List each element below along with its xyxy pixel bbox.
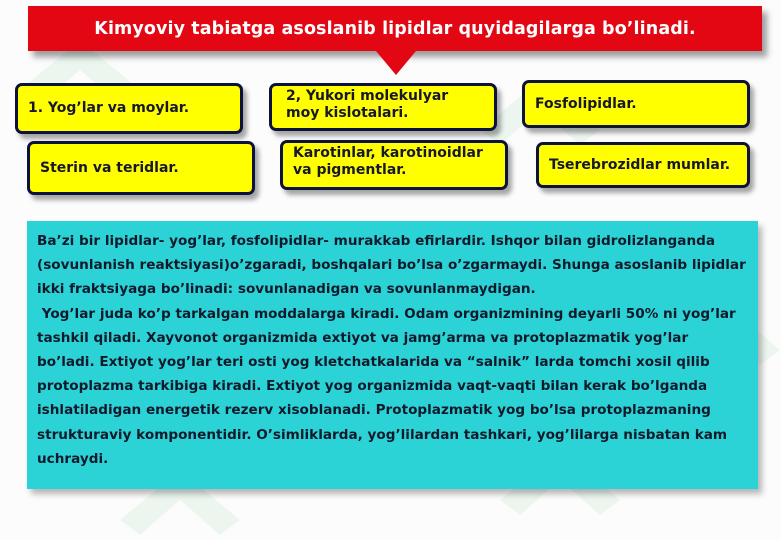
arrow-down-icon <box>376 51 416 75</box>
category-label: 2, Yukori molekulyar moy kislotalari. <box>286 88 449 121</box>
content-panel <box>27 221 758 489</box>
category-label: 1. Yog’lar va moylar. <box>28 100 190 116</box>
category-box-5 <box>280 140 508 190</box>
category-label: Tserebrozidlar mumlar. <box>549 156 731 173</box>
category-box-1 <box>15 83 243 134</box>
paragraph: Yog’lar juda ko’p tarkalgan moddalarga kiradi. Odam organizmining deyarli 50% ni yog’lar tashkil qiladi. Xayvonot organizmida extiyot va jamg’arma va protoplazmatik yog’lar bo’ladi. Extiyot yog’lar teri osti yog kletchatkalarida va “salnik” larda tomchi xosil qilib protoplazma tarkibiga kiradi. Extiyot yog organizmida vaqt-vaqti bilan kerak bo’lganda ishlatiladigan energetik rezerv xisoblanadi. Protoplazmatik yog bo’lsa protoplazmaning strukturaviy komponentidir. O’simliklarda, yog’lilardan tashkari, yog’lilarga nisbatan kam uchraydi. <box>37 305 736 467</box>
title-banner <box>28 6 762 51</box>
category-box-2 <box>269 83 497 131</box>
category-box-3 <box>522 80 750 128</box>
category-label: Fosfolipidlar. <box>535 95 637 112</box>
category-label: Sterin va teridlar. <box>40 159 179 176</box>
category-label: Karotinlar, karotinoidlar va pigmentlar. <box>293 145 483 178</box>
paragraph: Ba’zi bir lipidlar- yog’lar, fosfolipidlar- murakkab efirlardir. Ishqor bilan gidrolizlanganda (sovunlanish reaktsiyasi)o’zgaradi, boshqalari bo’lsa o’zgarmaydi. Shunga asoslanib lipidlar ikki fraktsiyaga bo’linadi: sovunlanadigan va sovunlanmaydigan. <box>37 233 746 298</box>
category-box-6 <box>536 142 750 188</box>
category-box-4 <box>27 141 255 195</box>
page-title: Kimyoviy tabiatga asoslanib lipidlar quyidagilarga bo’linadi. <box>94 18 696 39</box>
